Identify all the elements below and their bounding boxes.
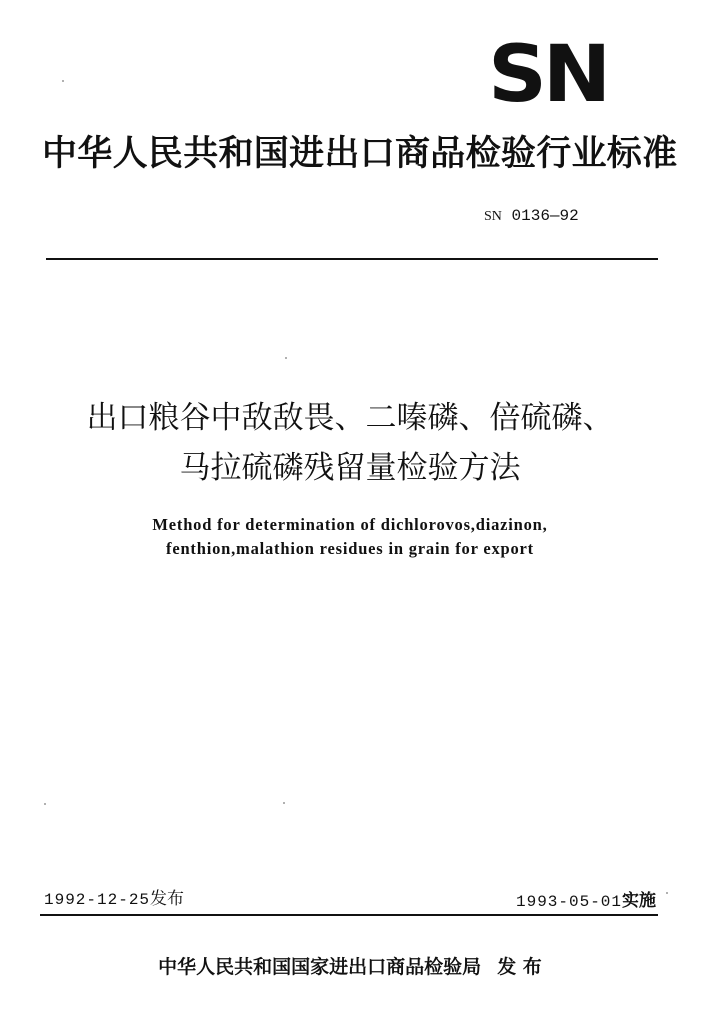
issue-label: 发布 [150, 889, 185, 909]
standard-number: 0136—92 [511, 207, 579, 225]
publisher-action: 发 布 [497, 956, 542, 978]
chinese-title-line-2: 马拉硫磷残留量检验方法 [179, 450, 521, 486]
standard-code [484, 206, 579, 227]
organization-title: 中华人民共和国进出口商品检验行业标准 [42, 134, 678, 174]
issue-date [44, 888, 184, 911]
implementation-label: 实施 [622, 891, 656, 911]
footer-divider [40, 914, 658, 916]
sn-logo: SN [488, 30, 608, 120]
publisher-name: 中华人民共和国国家进出口商品检验局 [158, 956, 482, 978]
implementation-date-value: 1993-05-01 [515, 893, 622, 911]
implementation-date [516, 890, 656, 913]
chinese-title-line-1: 出口粮谷中敌敌畏、二嗪磷、倍硫磷、 [86, 400, 614, 436]
english-title-line-1: Method for determination of dichlorovos,diazinon, [152, 515, 548, 534]
scan-speck [44, 803, 46, 805]
standard-prefix: SN [484, 209, 502, 224]
publisher [60, 954, 640, 980]
header-divider [46, 258, 658, 260]
scan-speck [666, 892, 668, 894]
scan-speck [285, 357, 287, 359]
english-title-line-2: fenthion,malathion residues in grain for export [166, 539, 534, 558]
issue-date-value: 1992-12-25 [44, 891, 151, 909]
scan-speck [62, 80, 64, 82]
scan-speck [283, 802, 285, 804]
